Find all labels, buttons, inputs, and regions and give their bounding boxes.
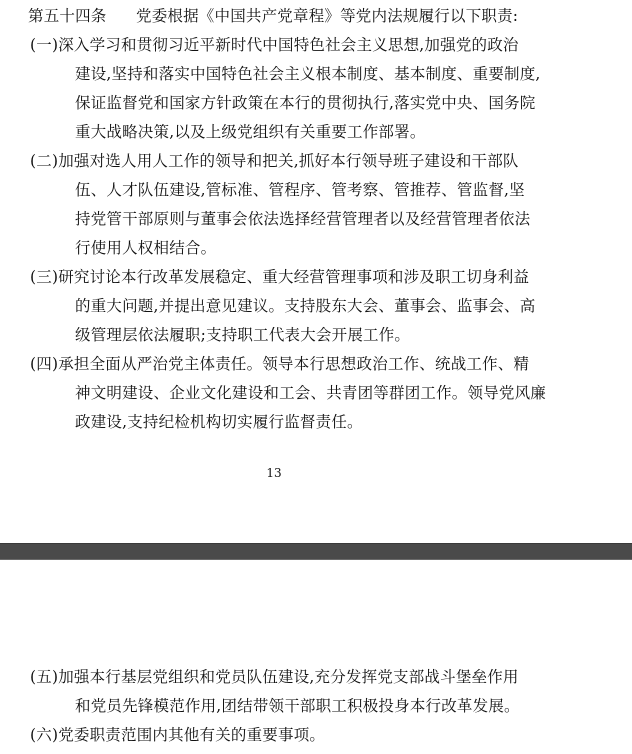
list-item-line: (一)深入学习和贯彻习近平新时代中国特色社会主义思想,加强党的政治 bbox=[30, 36, 519, 54]
list-item-line: 重大战略决策,以及上级党组织有关重要工作部署。 bbox=[75, 123, 426, 141]
list-item-line: 建设,坚持和落实中国特色社会主义根本制度、基本制度、重要制度, bbox=[75, 65, 541, 83]
list-item-line: 行使用人权相结合。 bbox=[75, 239, 217, 257]
article-intro: 党委根据《中国共产党章程》等党内法规履行以下职责: bbox=[136, 7, 519, 25]
article-number: 第五十四条 bbox=[28, 7, 107, 25]
list-item-line: (六)党委职责范围内其他有关的重要事项。 bbox=[30, 726, 326, 744]
page-separator bbox=[0, 543, 632, 560]
article-heading bbox=[28, 6, 518, 26]
list-item-line: 和党员先锋模范作用,团结带领干部职工积极投身本行改革发展。 bbox=[75, 697, 520, 715]
list-item-line: 保证监督党和国家方针政策在本行的贯彻执行,落实党中央、国务院 bbox=[75, 94, 536, 112]
list-item-line: (五)加强本行基层党组织和党员队伍建设,充分发挥党支部战斗堡垒作用 bbox=[30, 668, 519, 686]
list-item-line: (二)加强对选人用人工作的领导和把关,抓好本行领导班子建设和干部队 bbox=[30, 152, 519, 170]
list-item-line: 的重大问题,并提出意见建议。支持股东大会、董事会、监事会、高 bbox=[75, 297, 536, 315]
list-item-line: 持党管干部原则与董事会依法选择经营管理者以及经营管理者依法 bbox=[75, 210, 531, 228]
list-item-line: (四)承担全面从严治党主体责任。领导本行思想政治工作、统战工作、精 bbox=[30, 355, 530, 373]
list-item-line: (三)研究讨论本行改革发展稳定、重大经营管理事项和涉及职工切身利益 bbox=[30, 268, 530, 286]
list-item-line: 政建设,支持纪检机构切实履行监督责任。 bbox=[75, 413, 363, 431]
list-item-line: 伍、人才队伍建设,管标准、管程序、管考察、管推荐、管监督,坚 bbox=[75, 181, 525, 199]
list-item-line: 级管理层依法履职;支持职工代表大会开展工作。 bbox=[75, 326, 411, 344]
page-number: 13 bbox=[266, 466, 282, 480]
document-page-14 bbox=[0, 560, 632, 754]
list-item-line: 神文明建设、企业文化建设和工会、共青团等群团工作。领导党风廉 bbox=[75, 384, 547, 402]
